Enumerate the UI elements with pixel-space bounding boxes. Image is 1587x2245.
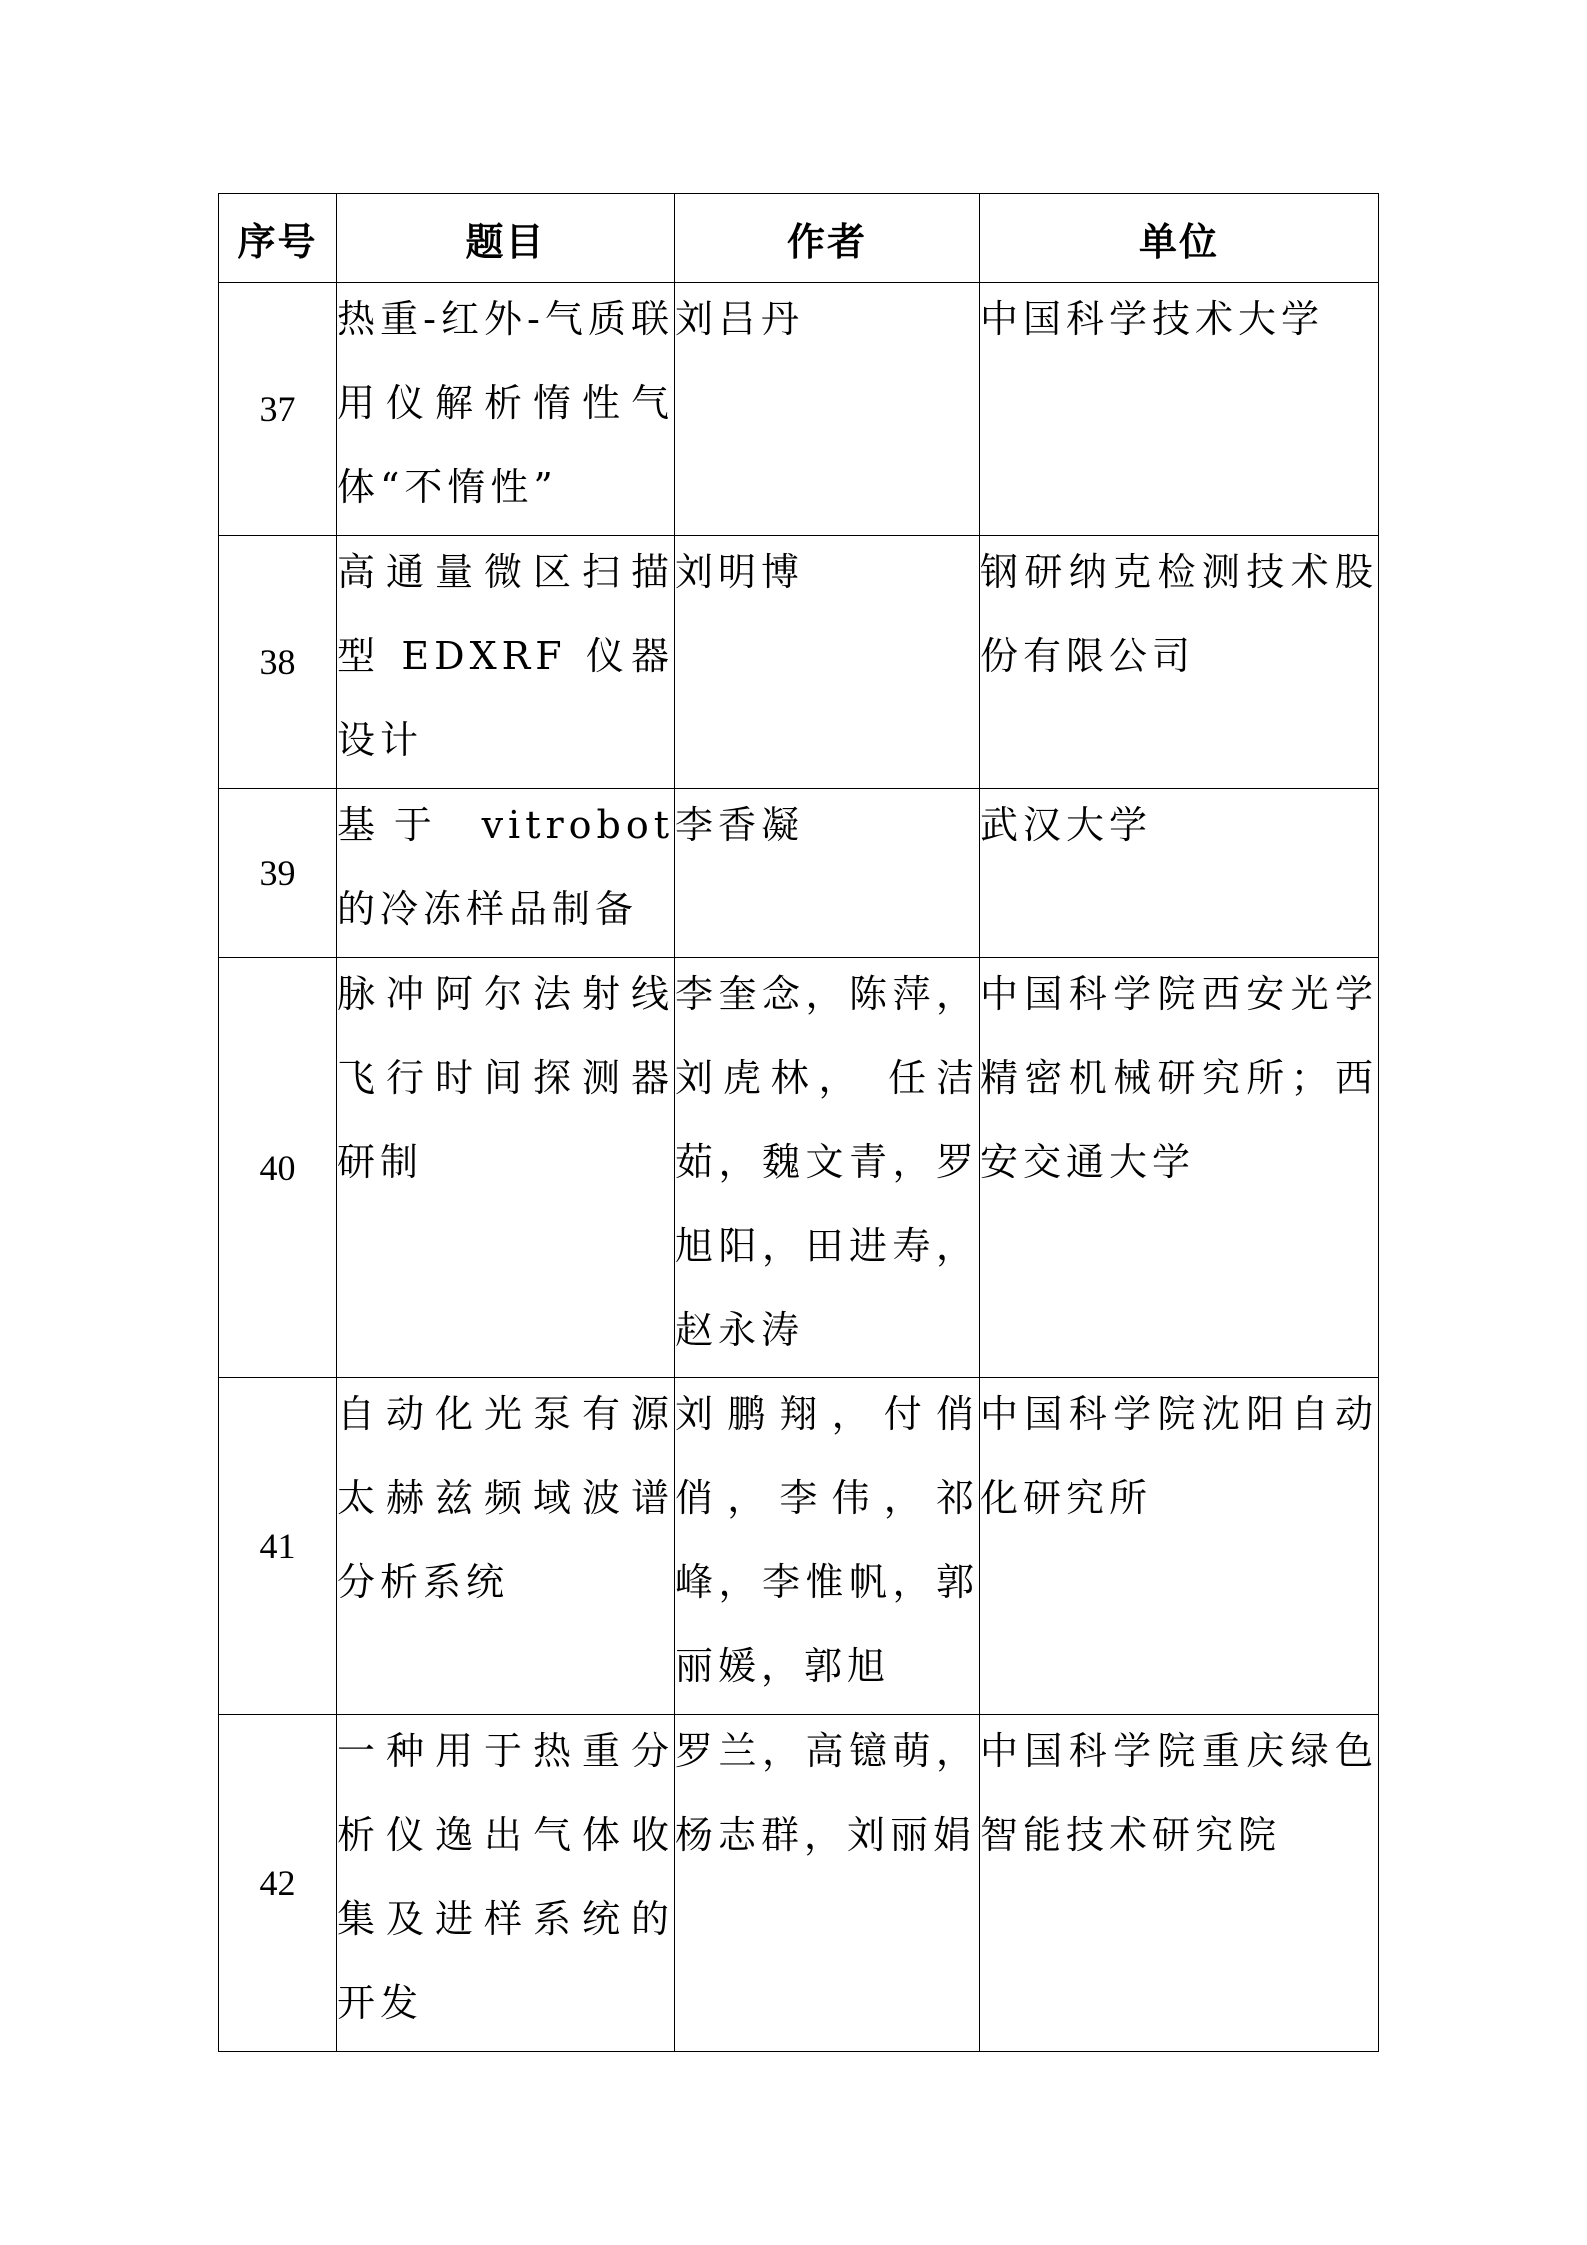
row-title-text: 脉冲阿尔法射线飞行时间探测器研制 (337, 972, 674, 1184)
table-row (219, 1378, 1379, 1715)
row-title (337, 789, 675, 958)
row-unit (980, 789, 1379, 958)
row-unit (980, 1715, 1379, 2052)
row-unit (980, 283, 1379, 536)
row-title-text: 基于 vitrobot 的冷冻样品制备 (337, 803, 674, 931)
row-number: 38 (219, 536, 337, 789)
row-author (675, 789, 980, 958)
header-no: 序号 (219, 194, 337, 283)
table-row (219, 1715, 1379, 2052)
row-number: 41 (219, 1378, 337, 1715)
row-number: 40 (219, 958, 337, 1378)
row-number: 42 (219, 1715, 337, 2052)
row-author (675, 283, 980, 536)
row-author-text: 刘明博 (675, 550, 805, 594)
row-unit (980, 536, 1379, 789)
award-table (218, 193, 1379, 2052)
row-author-text: 李奎念，陈萍，刘虎林， 任洁茹，魏文青，罗旭阳，田进寿，赵永涛 (675, 972, 979, 1352)
row-author (675, 1378, 980, 1715)
row-unit-text: 中国科学院沈阳自动化研究所 (980, 1392, 1378, 1520)
row-number: 37 (219, 283, 337, 536)
row-unit-text: 中国科学院重庆绿色智能技术研究院 (980, 1729, 1378, 1857)
header-author: 作者 (675, 194, 980, 283)
row-title-text: 高通量微区扫描型 EDXRF 仪器设计 (337, 550, 674, 762)
table-row (219, 283, 1379, 536)
row-author (675, 958, 980, 1378)
row-unit-text: 武汉大学 (980, 803, 1153, 847)
table-row (219, 536, 1379, 789)
row-title (337, 1378, 675, 1715)
row-author-text: 刘吕丹 (675, 297, 805, 341)
header-title: 题目 (337, 194, 675, 283)
row-author-text: 李香凝 (675, 803, 805, 847)
row-unit-text: 钢研纳克检测技术股份有限公司 (980, 550, 1378, 678)
row-title-text: 自动化光泵有源太赫兹频域波谱分析系统 (337, 1392, 674, 1604)
header-unit: 单位 (980, 194, 1379, 283)
row-unit (980, 1378, 1379, 1715)
row-author (675, 1715, 980, 2052)
row-number: 39 (219, 789, 337, 958)
row-author-text: 刘鹏翔，付俏俏，李伟，祁峰，李惟帆，郭丽媛，郭旭 (675, 1392, 979, 1688)
row-title-text: 热重-红外-气质联用仪解析惰性气体“不惰性” (337, 297, 674, 509)
row-unit-text: 中国科学院西安光学精密机械研究所；西安交通大学 (980, 972, 1378, 1184)
row-title (337, 958, 675, 1378)
table-row (219, 958, 1379, 1378)
table-header-row (219, 194, 1379, 283)
row-author-text: 罗兰，高镱萌，杨志群，刘丽娟 (675, 1729, 979, 1857)
row-author (675, 536, 980, 789)
row-title (337, 536, 675, 789)
row-unit-text: 中国科学技术大学 (980, 297, 1325, 341)
table-row (219, 789, 1379, 958)
row-title (337, 1715, 675, 2052)
row-title (337, 283, 675, 536)
row-title-text: 一种用于热重分析仪逸出气体收集及进样系统的开发 (337, 1729, 674, 2025)
row-unit (980, 958, 1379, 1378)
